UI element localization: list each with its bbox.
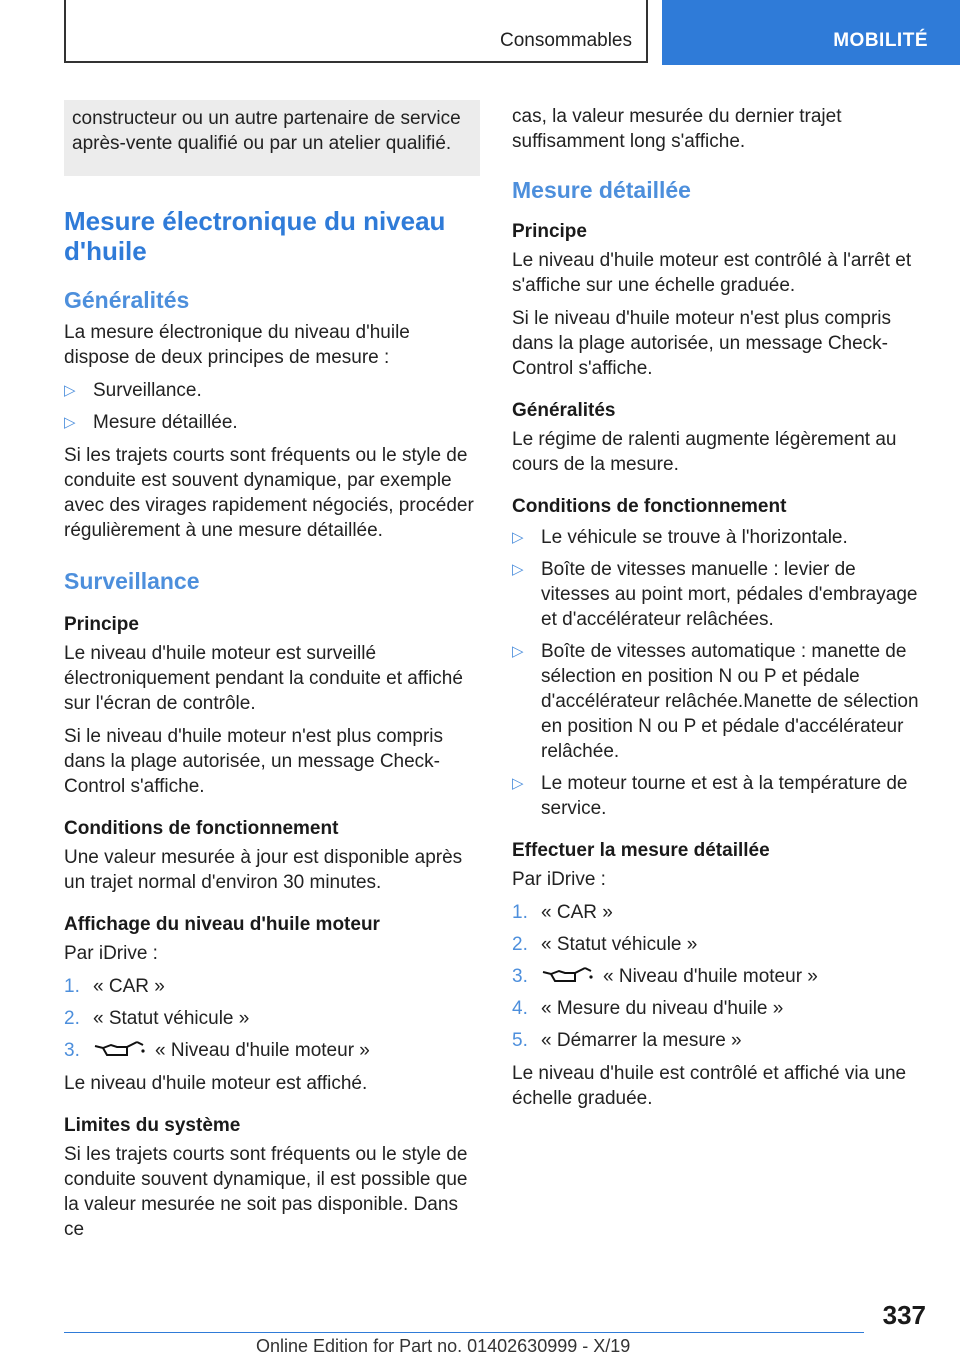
conditions-list (512, 525, 928, 821)
display-intro: Par iDrive : (64, 943, 158, 964)
perform-heading: Effectuer la mesure détaillée (512, 840, 770, 861)
list-item: ▷ Mesure détaillée. (64, 412, 238, 433)
continued-text: cas, la valeur mesurée du dernier trajet suffisamment long s'affiche. (512, 106, 842, 152)
conditions-heading: Conditions de fonctionnement (512, 496, 787, 517)
header-section-label: Consommables (500, 30, 632, 51)
limits-text: Si les trajets courts sont fréquents ou le style de conduite souvent dynamique, il est possible que la valeur mesurée ne soit pas disponible. Dans ce (64, 1144, 468, 1240)
page-number: 337 (882, 1300, 926, 1330)
triangle-right-icon: ▷ (512, 529, 524, 546)
continued-note: constructeur ou un autre partenaire de service après-vente qualifié ou par un atelier qualifié. (64, 100, 480, 176)
general-heading: Généralités (512, 400, 616, 421)
perform-intro: Par iDrive : (512, 869, 606, 890)
list-item: 2. « Statut véhicule » (64, 1008, 250, 1029)
perform-steps (512, 900, 928, 1053)
header-chapter-label: MOBILITÉ (833, 30, 928, 51)
right-column (512, 104, 928, 1119)
principle-heading: Principe (64, 614, 139, 635)
principle-heading: Principe (512, 221, 587, 242)
conditions-heading: Conditions de fonctionnement (64, 818, 339, 839)
list-item: ▷ Le moteur tourne et est à la température de service. (512, 773, 908, 819)
footer-edition: Online Edition for Part no. 01402630999 - X/19 (256, 1336, 631, 1356)
header-section-box (64, 0, 648, 63)
list-item: 3. « Niveau d'huile moteur » (512, 966, 818, 987)
list-item: 2. « Statut véhicule » (512, 934, 698, 955)
conditions-text: Une valeur mesurée à jour est disponible après un trajet normal d'environ 30 minutes. (64, 847, 463, 893)
list-item: ▷ Surveillance. (64, 380, 202, 401)
display-heading: Affichage du niveau d'huile moteur (64, 914, 380, 935)
triangle-right-icon: ▷ (512, 775, 524, 792)
oil-can-icon (93, 1039, 147, 1059)
principle-text-2: Si le niveau d'huile moteur n'est plus compris dans la plage autorisée, un message Check-Control s'affiche. (64, 726, 443, 797)
list-item: 5. « Démarrer la mesure » (512, 1030, 742, 1051)
principles-list (64, 378, 480, 435)
general-intro: La mesure électronique du niveau d'huile dispose de deux principes de mesure : (64, 322, 410, 368)
list-item: 1. « CAR » (512, 902, 613, 923)
list-item: 4. « Mesure du niveau d'huile » (512, 998, 784, 1019)
general-text: Si les trajets courts sont fréquents ou le style de conduite est souvent dynamique, par exemple avec des virages rapidement négociés, procéder régulièrement à une mesure détaillée. (64, 445, 474, 541)
general-text: Le régime de ralenti augmente légèrement au cours de la mesure. (512, 429, 897, 475)
list-item: 1. « CAR » (64, 976, 165, 997)
triangle-right-icon: ▷ (512, 643, 524, 660)
display-result: Le niveau d'huile moteur est affiché. (64, 1073, 368, 1094)
footer-rule (64, 1332, 864, 1333)
general-heading: Généralités (64, 287, 190, 313)
principle-text-1: Le niveau d'huile moteur est contrôlé à l'arrêt et s'affiche sur une échelle graduée. (512, 250, 912, 296)
triangle-right-icon: ▷ (512, 561, 524, 578)
header-chapter-tab (662, 0, 960, 65)
oil-can-icon (541, 965, 595, 985)
page-title: Mesure électronique du niveau d'huile (64, 206, 446, 266)
surveillance-heading: Surveillance (64, 568, 200, 594)
left-column (64, 100, 480, 1250)
limits-heading: Limites du système (64, 1115, 241, 1136)
perform-result: Le niveau d'huile est contrôlé et affiché via une échelle graduée. (512, 1063, 907, 1109)
principle-text-2: Si le niveau d'huile moteur n'est plus compris dans la plage autorisée, un message Check-Control s'affiche. (512, 308, 891, 379)
list-item: ▷ Boîte de vitesses automatique : manette de sélection en position N ou P et pédale d'accélérateur relâchée.Manette de sélection en position N ou P et pédale d'accélérateur relâchée. (512, 641, 919, 762)
list-item: ▷ Boîte de vitesses manuelle : levier de vitesses au point mort, pédales d'embrayage et d'accélérateur relâchées. (512, 559, 918, 630)
principle-text-1: Le niveau d'huile moteur est surveillé électroniquement pendant la conduite et affiché sur l'écran de contrôle. (64, 643, 463, 714)
detailed-heading: Mesure détaillée (512, 177, 691, 203)
list-item: 3. « Niveau d'huile moteur » (64, 1040, 370, 1061)
triangle-right-icon: ▷ (64, 382, 76, 399)
list-item: ▷ Le véhicule se trouve à l'horizontale. (512, 527, 848, 548)
triangle-right-icon: ▷ (64, 414, 76, 431)
display-steps (64, 974, 480, 1063)
